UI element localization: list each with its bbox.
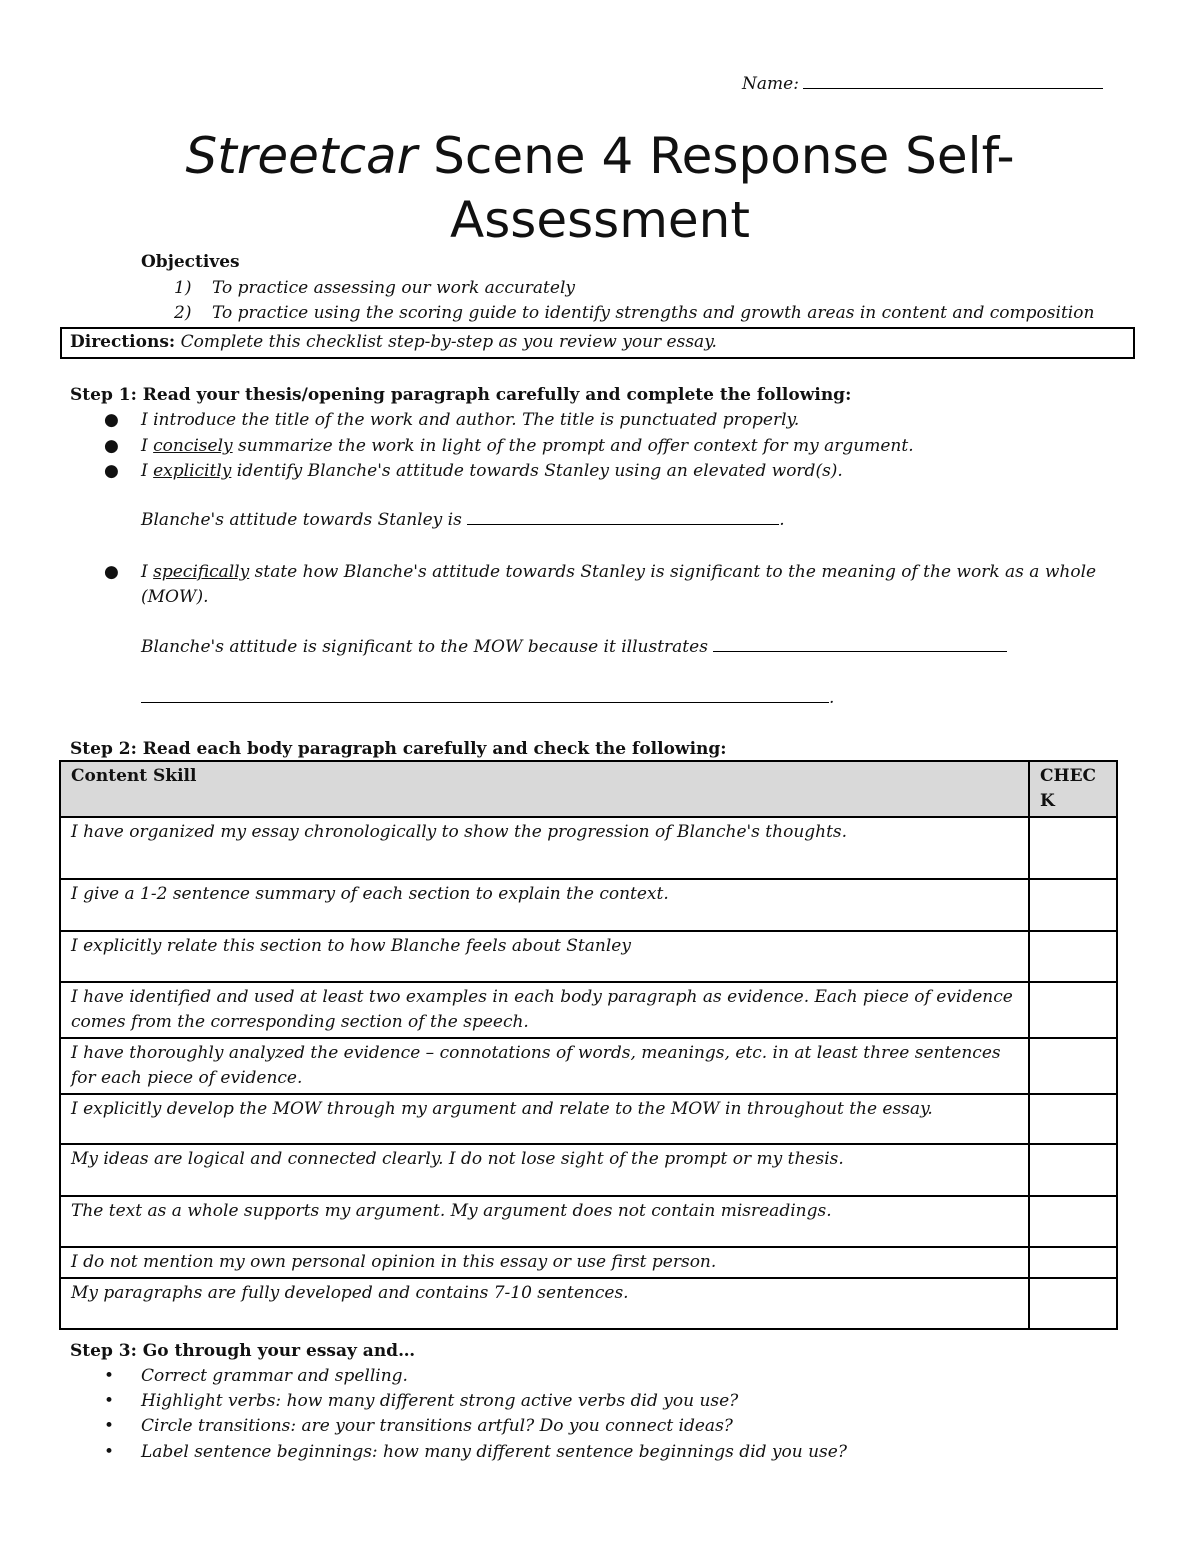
objective-number: 2) [174, 303, 192, 323]
objective-item [174, 278, 575, 298]
directions-text: Complete this checklist step-by-step as you review your essay. [175, 332, 717, 352]
table-row [60, 1038, 1117, 1094]
step3-item: Label sentence beginnings: how many different sentence beginnings did you use? [141, 1442, 847, 1462]
table-row [60, 931, 1117, 982]
step1-heading: Step 1: Read your thesis/opening paragraph carefully and complete the following: [70, 385, 852, 405]
skill-cell: The text as a whole supports my argument. My argument does not contain misreadings. [60, 1196, 1029, 1247]
check-cell[interactable] [1029, 1144, 1117, 1196]
page-title [120, 124, 1080, 252]
check-cell[interactable] [1029, 879, 1117, 931]
mow-fill-in-continued: . [141, 688, 834, 708]
step2-heading: Step 2: Read each body paragraph carefully and check the following: [70, 739, 727, 759]
content-skill-checklist [59, 760, 1118, 1330]
check-cell[interactable] [1029, 1278, 1117, 1329]
bullet-icon: ● [104, 410, 119, 430]
fill-blank-line[interactable] [467, 512, 779, 525]
step3-item: Circle transitions: are your transitions artful? Do you connect ideas? [141, 1416, 733, 1436]
skill-cell: My paragraphs are fully developed and contains 7-10 sentences. [60, 1278, 1029, 1329]
skill-cell: I explicitly relate this section to how Blanche feels about Stanley [60, 931, 1029, 982]
name-field [742, 74, 1103, 94]
objective-text: To practice assessing our work accurately [212, 278, 575, 298]
table-row [60, 817, 1117, 879]
table-row [60, 879, 1117, 931]
objectives-heading: Objectives [141, 252, 240, 272]
directions-label: Directions: [70, 332, 176, 352]
fill-blank-line[interactable] [713, 639, 1007, 652]
fill-blank-line[interactable] [141, 690, 829, 703]
step1-item: I introduce the title of the work and author. The title is punctuated properly. [141, 410, 800, 430]
skill-cell: I have organized my essay chronologically to show the progression of Blanche's thoughts. [60, 817, 1029, 879]
name-label: Name: [742, 74, 799, 94]
bullet-icon: ● [104, 461, 119, 481]
step1-item: I concisely summarize the work in light of the prompt and offer context for my argument. [141, 436, 914, 456]
check-cell[interactable] [1029, 1196, 1117, 1247]
title-rest: Scene 4 Response Self-Assessment [417, 127, 1015, 249]
skill-cell: I explicitly develop the MOW through my argument and relate to the MOW in throughout the essay. [60, 1094, 1029, 1144]
column-header-check: CHECK [1029, 761, 1117, 817]
underlined-word: specifically [153, 562, 250, 582]
fill-prompt: Blanche's attitude towards Stanley is [141, 510, 462, 530]
table-row [60, 1247, 1117, 1278]
name-blank-line[interactable] [803, 74, 1103, 89]
step1-item: I explicitly identify Blanche's attitude towards Stanley using an elevated word(s). [141, 461, 843, 481]
title-italic: Streetcar [185, 127, 418, 185]
underlined-word: concisely [153, 436, 233, 456]
attitude-fill-in: Blanche's attitude towards Stanley is . [141, 510, 785, 530]
check-cell[interactable] [1029, 1247, 1117, 1278]
table-row [60, 1196, 1117, 1247]
check-cell[interactable] [1029, 1038, 1117, 1094]
bullet-icon: ● [104, 562, 119, 582]
table-row [60, 1094, 1117, 1144]
bullet-icon: • [104, 1416, 115, 1436]
skill-cell: I give a 1-2 sentence summary of each section to explain the context. [60, 879, 1029, 931]
table-row [60, 1278, 1117, 1329]
bullet-icon: • [104, 1366, 115, 1386]
check-cell[interactable] [1029, 1094, 1117, 1144]
check-cell[interactable] [1029, 817, 1117, 879]
bullet-icon: ● [104, 436, 119, 456]
step3-heading: Step 3: Go through your essay and… [70, 1341, 416, 1361]
step1-item: I specifically state how Blanche's attitude towards Stanley is significant to the meaning of the work as a whole (MOW). [141, 562, 1097, 607]
objective-text: To practice using the scoring guide to identify strengths and growth areas in content and composition [212, 303, 1095, 323]
table-row [60, 1144, 1117, 1196]
bullet-icon: • [104, 1391, 115, 1411]
skill-cell: I have thoroughly analyzed the evidence – connotations of words, meanings, etc. in at least three sentences for each piece of evidence. [60, 1038, 1029, 1094]
objective-item [174, 303, 1094, 323]
underlined-word: explicitly [153, 461, 232, 481]
skill-cell: I do not mention my own personal opinion in this essay or use first person. [60, 1247, 1029, 1278]
step3-item: Highlight verbs: how many different strong active verbs did you use? [141, 1391, 739, 1411]
mow-fill-in [141, 637, 1007, 657]
step3-item: Correct grammar and spelling. [141, 1366, 408, 1386]
directions-box [60, 327, 1135, 359]
fill-prompt: Blanche's attitude is significant to the MOW because it illustrates [141, 637, 708, 657]
objective-number: 1) [174, 278, 192, 298]
skill-cell: I have identified and used at least two examples in each body paragraph as evidence. Each piece of evidence comes from the corresponding section of the speech. [60, 982, 1029, 1038]
column-header-content-skill: Content Skill [60, 761, 1029, 817]
skill-cell: My ideas are logical and connected clearly. I do not lose sight of the prompt or my thesis. [60, 1144, 1029, 1196]
check-cell[interactable] [1029, 982, 1117, 1038]
table-row [60, 982, 1117, 1038]
table-header-row [60, 761, 1117, 817]
bullet-icon: • [104, 1442, 115, 1462]
check-cell[interactable] [1029, 931, 1117, 982]
